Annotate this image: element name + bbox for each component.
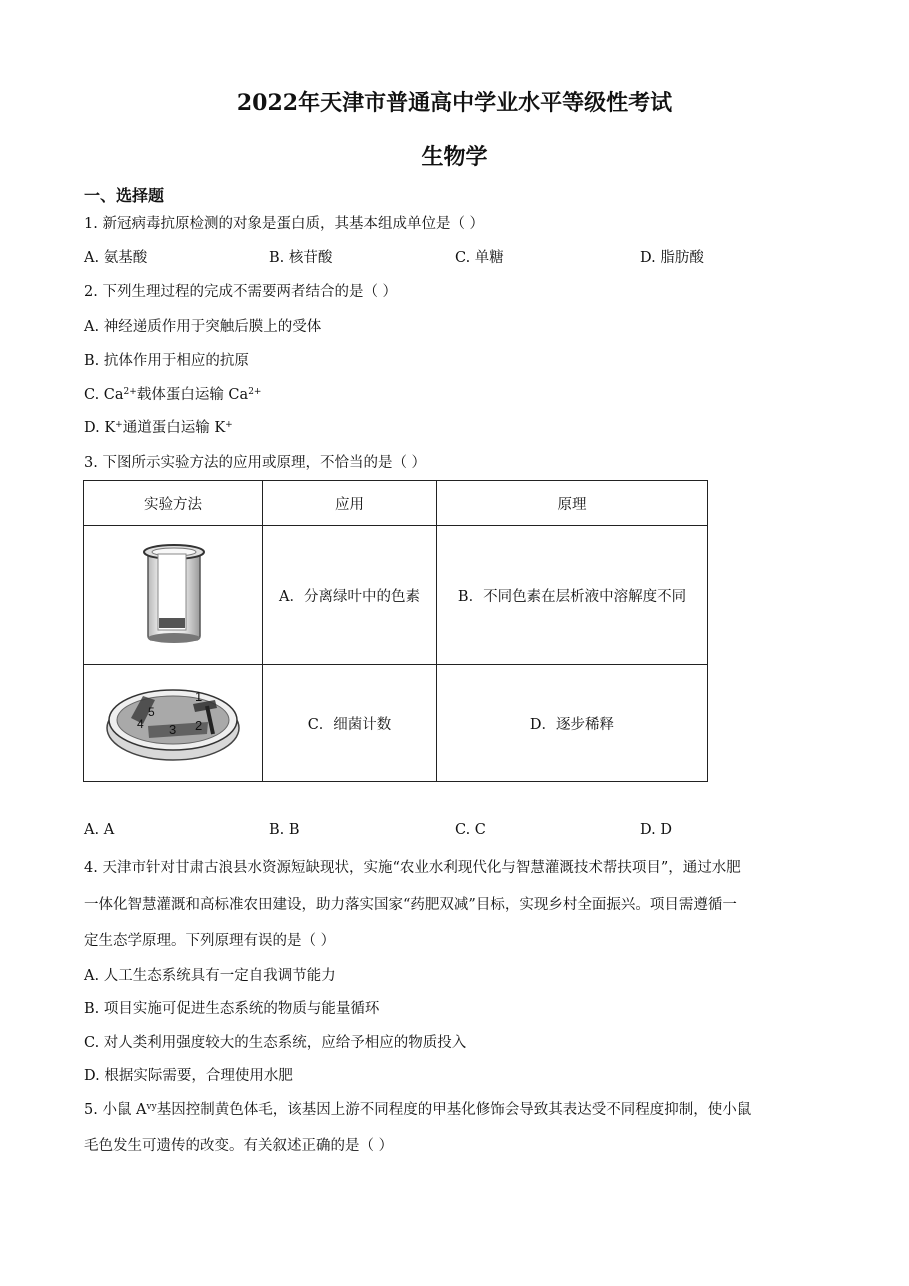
- q4-option-c: C. 对人类利用强度较大的生态系统，应给予相应的物质投入: [84, 1035, 467, 1051]
- q5-text-1: 5. 小鼠 A: [84, 1102, 147, 1118]
- q2-c-text-2: 载体蛋白运输 Ca: [136, 387, 249, 403]
- dish-label-5: 5: [148, 705, 155, 719]
- row2-application: [263, 665, 437, 782]
- q3-stem: 3. 下图所示实验方法的应用或原理，不恰当的是（ ）: [84, 455, 427, 471]
- q2-d-text-2: 通道蛋白运输 K: [122, 420, 226, 436]
- header-method: 实验方法: [84, 481, 263, 526]
- subject-title: 生物学: [421, 144, 488, 170]
- q1-option-d: D. 脂肪酸: [640, 250, 704, 266]
- q3-option-d: D. D: [640, 822, 672, 838]
- row1-principle: [437, 526, 708, 665]
- table-header-row: [84, 481, 708, 526]
- q2-option-d: [84, 416, 233, 437]
- q3-option-b: B. B: [269, 822, 300, 838]
- q2-option-b: B. 抗体作用于相应的抗原: [84, 353, 249, 369]
- q2-d-text-1: D. K: [84, 420, 116, 436]
- q4-stem-line-3: 定生态学原理。下列原理有误的是（ ）: [84, 933, 336, 949]
- header-principle: 原理: [437, 481, 708, 526]
- row1-application: [263, 526, 437, 665]
- q5-stem-line-2: 毛色发生可遗传的改变。有关叙述正确的是（ ）: [84, 1138, 394, 1154]
- petri-dish-icon: [103, 678, 243, 764]
- q1-option-b: B. 核苷酸: [269, 250, 333, 266]
- experiment-table: [83, 480, 708, 782]
- q2-stem: 2. 下列生理过程的完成不需要两者结合的是（ ）: [84, 284, 398, 300]
- q4-option-b: B. 项目实施可促进生态系统的物质与能量循环: [84, 1001, 380, 1017]
- dish-label-4: 4: [137, 717, 144, 731]
- row1-principle-text: B．不同色素在层析液中溶解度不同: [457, 588, 687, 605]
- q4-option-d: D. 根据实际需要，合理使用水肥: [84, 1068, 293, 1084]
- q5-allele-sup: vy: [146, 1102, 157, 1112]
- q5-stem-line-1: [84, 1098, 751, 1119]
- row2-application-text: C．细菌计数: [307, 716, 392, 733]
- q1-option-c: C. 单糖: [455, 250, 504, 266]
- q2-option-c: [84, 383, 261, 404]
- q4-option-a: A. 人工生态系统具有一定自我调节能力: [84, 968, 336, 984]
- dish-label-3: 3: [169, 722, 177, 737]
- q2-option-a: A. 神经递质作用于突触后膜上的受体: [84, 319, 322, 335]
- table-row: [84, 665, 708, 782]
- beaker-image-cell: [84, 526, 263, 665]
- q2-c-sup-1: 2+: [123, 387, 137, 397]
- q2-d-sup-1: +: [115, 420, 123, 430]
- q1-option-a: A. 氨基酸: [84, 250, 148, 266]
- row2-principle: [437, 665, 708, 782]
- q1-stem: 1. 新冠病毒抗原检测的对象是蛋白质，其基本组成单位是（ ）: [84, 216, 485, 232]
- q3-option-c: C. C: [455, 822, 486, 838]
- beaker-icon: [128, 538, 218, 648]
- header-application: 应用: [263, 481, 437, 526]
- q2-d-sup-2: +: [225, 420, 233, 430]
- section-heading: 一、选择题: [84, 186, 165, 205]
- row2-principle-text: D．逐步稀释: [529, 716, 615, 733]
- row1-application-text: A．分离绿叶中的色素: [279, 588, 420, 605]
- q2-c-sup-2: 2+: [248, 387, 262, 397]
- q2-c-text-1: C. Ca: [84, 387, 124, 403]
- q4-stem-line-1: 4. 天津市针对甘肃古浪县水资源短缺现状，实施“农业水利现代化与智慧灌溉技术帮扶项目”，通过水肥: [84, 860, 741, 876]
- q4-stem-line-2: 一体化智慧灌溉和高标准农田建设，助力落实国家“药肥双减”目标，实现乡村全面振兴。项目需遵循一: [84, 897, 737, 913]
- exam-title: 2022年天津市普通高中学业水平等级性考试: [236, 90, 673, 116]
- dish-label-2: 2: [195, 718, 203, 733]
- table-row: [84, 526, 708, 665]
- q3-option-a: A. A: [84, 822, 115, 838]
- q5-text-2: 基因控制黄色体毛，该基因上游不同程度的甲基化修饰会导致其表达受不同程度抑制，使小鼠: [156, 1102, 752, 1118]
- dish-label-1: 1: [195, 689, 203, 704]
- petri-dish-image-cell: [84, 665, 263, 782]
